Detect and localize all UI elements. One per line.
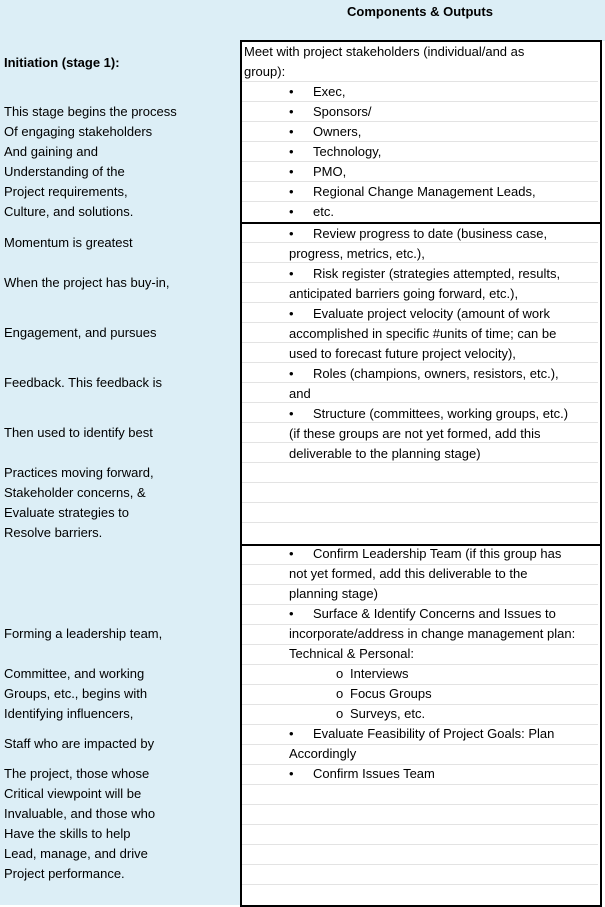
left-line: Resolve barriers.	[4, 525, 103, 540]
stakeholder-item: Regional Change Management Leads,	[313, 184, 536, 199]
bullet-icon: •	[289, 406, 294, 421]
review-item-line: and	[289, 386, 311, 401]
review-item-line: Evaluate project velocity (amount of work	[313, 306, 550, 321]
review-item-line: deliverable to the planning stage)	[289, 446, 481, 461]
bullet-icon: •	[289, 104, 294, 119]
gridline	[242, 322, 598, 323]
gridline	[242, 502, 598, 503]
gridline	[242, 764, 598, 765]
gridline	[242, 81, 598, 82]
circle-bullet-icon: o	[336, 706, 344, 721]
left-line: Stakeholder concerns, &	[4, 485, 146, 500]
gridline	[242, 342, 598, 343]
left-line: Engagement, and pursues	[4, 325, 157, 340]
sub-item: Interviews	[350, 666, 409, 681]
bullet-icon: •	[289, 606, 294, 621]
gridline	[242, 604, 598, 605]
gridline	[242, 884, 598, 885]
leadership-item-line: Evaluate Feasibility of Project Goals: Plan	[313, 726, 555, 741]
intro-line: group):	[244, 64, 286, 79]
stage-title: Initiation (stage 1):	[4, 55, 120, 70]
left-line: Momentum is greatest	[4, 235, 133, 250]
left-line: Evaluate strategies to	[4, 505, 130, 520]
bullet-icon: •	[289, 84, 294, 99]
left-line: Identifying influencers,	[4, 706, 134, 721]
column-header: Components & Outputs	[347, 4, 493, 19]
bullet-icon: •	[289, 124, 294, 139]
review-item-line: anticipated barriers going forward, etc.),	[289, 286, 519, 301]
review-item-line: Roles (champions, owners, resistors, etc.),	[313, 366, 559, 381]
gridline	[242, 362, 598, 363]
leadership-item-line: Surface & Identify Concerns and Issues to	[313, 606, 556, 621]
left-line: Project requirements,	[4, 184, 128, 199]
gridline	[242, 564, 598, 565]
bullet-icon: •	[289, 204, 294, 219]
gridline	[242, 644, 598, 645]
intro-line: Meet with project stakeholders (individual/and as	[244, 44, 525, 59]
leadership-item-line: planning stage)	[289, 586, 378, 601]
stakeholder-item: Technology,	[313, 144, 382, 159]
left-line: The project, those whose	[4, 766, 150, 781]
bullet-icon: •	[289, 226, 294, 241]
bullet-icon: •	[289, 766, 294, 781]
left-line: Critical viewpoint will be	[4, 786, 142, 801]
gridline	[242, 161, 598, 162]
gridline	[242, 282, 598, 283]
gridline	[242, 121, 598, 122]
review-item-line: Structure (committees, working groups, etc.)	[313, 406, 569, 421]
gridline	[242, 422, 598, 423]
sub-item: Surveys, etc.	[350, 706, 426, 721]
gridline	[242, 864, 598, 865]
gridline	[242, 724, 598, 725]
left-line: Understanding of the	[4, 164, 125, 179]
review-item-line: Review progress to date (business case,	[313, 226, 548, 241]
gridline	[242, 784, 598, 785]
gridline	[242, 844, 598, 845]
leadership-item-line: Confirm Leadership Team (if this group has	[313, 546, 562, 561]
gridline	[242, 522, 598, 523]
circle-bullet-icon: o	[336, 686, 344, 701]
bullet-icon: •	[289, 184, 294, 199]
review-item-line: (if these groups are not yet formed, add this	[289, 426, 541, 441]
stakeholder-item: Sponsors/	[313, 104, 372, 119]
gridline	[242, 181, 598, 182]
left-line: Project performance.	[4, 866, 125, 881]
gridline	[242, 684, 598, 685]
leadership-item-line: Accordingly	[289, 746, 357, 761]
bullet-icon: •	[289, 144, 294, 159]
stakeholder-item: Owners,	[313, 124, 362, 139]
bullet-icon: •	[289, 366, 294, 381]
left-line: Feedback. This feedback is	[4, 375, 163, 390]
gridline	[242, 141, 598, 142]
gridline	[242, 482, 598, 483]
gridline	[242, 624, 598, 625]
circle-bullet-icon: o	[336, 666, 344, 681]
stakeholder-item: etc.	[313, 204, 334, 219]
gridline	[242, 302, 598, 303]
gridline	[242, 664, 598, 665]
left-line: Forming a leadership team,	[4, 626, 163, 641]
stakeholder-item: PMO,	[313, 164, 347, 179]
review-item-line: accomplished in specific #units of time; can be	[289, 326, 557, 341]
gridline	[242, 804, 598, 805]
gridline	[242, 704, 598, 705]
leadership-item-line: not yet formed, add this deliverable to the	[289, 566, 528, 581]
bullet-icon: •	[289, 726, 294, 741]
review-item-line: progress, metrics, etc.),	[289, 246, 425, 261]
gridline	[242, 382, 598, 383]
left-line: Practices moving forward,	[4, 465, 154, 480]
left-line: Of engaging stakeholders	[4, 124, 153, 139]
left-line: Have the skills to help	[4, 826, 131, 841]
gridline	[242, 201, 598, 202]
leadership-item-line: incorporate/address in change management plan:	[289, 626, 576, 641]
left-line: Staff who are impacted by	[4, 736, 155, 751]
sub-item: Focus Groups	[350, 686, 432, 701]
gridline	[242, 584, 598, 585]
gridline	[242, 744, 598, 745]
bullet-icon: •	[289, 306, 294, 321]
left-line: Lead, manage, and drive	[4, 846, 148, 861]
left-line: Invaluable, and those who	[4, 806, 156, 821]
leadership-item-line: Confirm Issues Team	[313, 766, 435, 781]
bullet-icon: •	[289, 164, 294, 179]
gridline	[242, 101, 598, 102]
left-line: When the project has buy-in,	[4, 275, 170, 290]
leadership-item-line: Technical & Personal:	[289, 646, 415, 661]
bullet-icon: •	[289, 546, 294, 561]
left-line: Then used to identify best	[4, 425, 153, 440]
left-line: Culture, and solutions.	[4, 204, 134, 219]
gridline	[242, 462, 598, 463]
stakeholder-item: Exec,	[313, 84, 346, 99]
left-line: And gaining and	[4, 144, 98, 159]
gridline	[242, 242, 598, 243]
gridline	[242, 442, 598, 443]
left-line: Groups, etc., begins with	[4, 686, 148, 701]
bullet-icon: •	[289, 266, 294, 281]
left-line: Committee, and working	[4, 666, 145, 681]
review-item-line: used to forecast future project velocity),	[289, 346, 516, 361]
gridline	[242, 262, 598, 263]
review-item-line: Risk register (strategies attempted, results,	[313, 266, 561, 281]
gridline	[242, 402, 598, 403]
gridline	[242, 824, 598, 825]
left-line: This stage begins the process	[4, 104, 177, 119]
